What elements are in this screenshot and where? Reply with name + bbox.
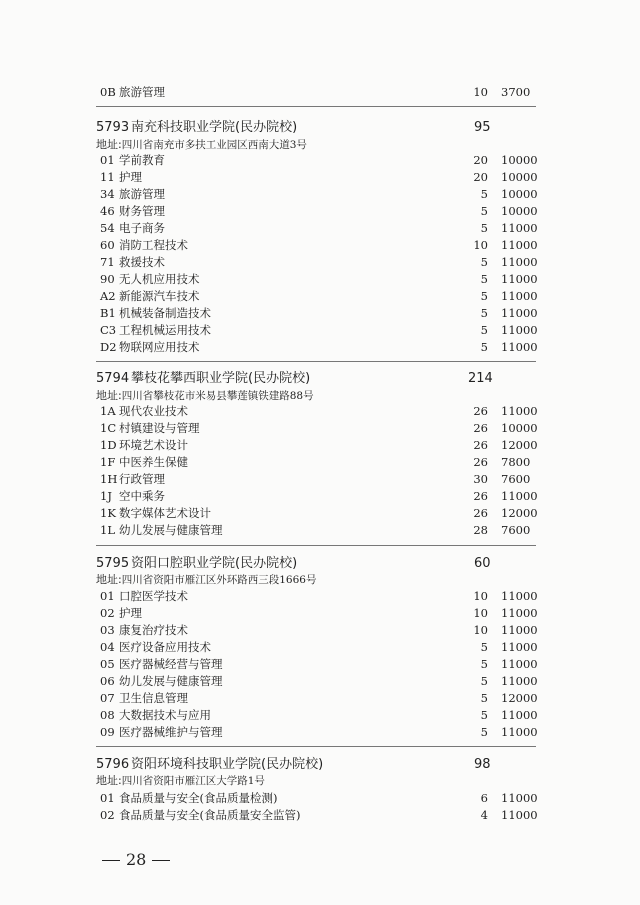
major-name: 食品质量与安全(食品质量安全监管) <box>119 808 301 822</box>
major-plan: 26 <box>473 438 488 452</box>
address-label: 地址: <box>96 389 122 402</box>
major-fee: 10000 <box>501 153 538 167</box>
major-plan: 5 <box>480 323 488 337</box>
major-code: 05 <box>100 657 115 671</box>
major-code: 01 <box>100 589 115 603</box>
dash-left-icon <box>102 860 120 861</box>
major-plan: 26 <box>473 506 488 520</box>
school-name: 资阳口腔职业学院(民办院校) <box>131 556 298 571</box>
major-name: 幼儿发展与健康管理 <box>119 674 223 688</box>
major-name: 大数据技术与应用 <box>119 708 211 722</box>
major-code: 1C <box>100 421 117 435</box>
address-label: 地址: <box>96 573 122 586</box>
major-fee: 7800 <box>501 455 531 469</box>
major-code: 01 <box>100 791 115 805</box>
school-header <box>96 755 556 775</box>
major-plan: 5 <box>480 221 488 235</box>
school-name: 资阳环境科技职业学院(民办院校) <box>131 757 324 772</box>
major-fee: 11000 <box>501 640 538 654</box>
major-plan: 5 <box>480 204 488 218</box>
major-name: 无人机应用技术 <box>119 272 200 286</box>
major-plan: 26 <box>473 455 488 469</box>
major-plan: 5 <box>480 340 488 354</box>
major-fee: 7600 <box>501 472 531 486</box>
major-row <box>100 522 540 539</box>
major-code: 03 <box>100 623 115 637</box>
major-code: 06 <box>100 674 115 688</box>
major-name: 工程机械运用技术 <box>119 323 211 337</box>
major-name: 电子商务 <box>119 221 165 235</box>
major-code: 46 <box>100 204 115 218</box>
major-name: 物联网应用技术 <box>119 340 200 354</box>
major-code: A2 <box>100 289 116 303</box>
page-number <box>96 848 176 872</box>
major-name: 医疗器械维护与管理 <box>119 725 223 739</box>
major-name: 空中乘务 <box>119 489 165 503</box>
address-text: 四川省攀枝花市米易县攀莲镇铁建路88号 <box>121 390 314 402</box>
divider <box>96 746 536 747</box>
major-plan: 10 <box>473 589 488 603</box>
major-name: 食品质量与安全(食品质量检测) <box>119 791 278 805</box>
major-code: 02 <box>100 808 115 822</box>
major-plan: 20 <box>473 153 488 167</box>
major-name: 医疗设备应用技术 <box>119 640 211 654</box>
school-code: 5794 <box>96 371 130 386</box>
major-row <box>100 152 540 169</box>
major-plan: 10 <box>473 85 488 99</box>
major-code: 1H <box>100 472 118 486</box>
major-name: 村镇建设与管理 <box>119 421 200 435</box>
school-code: 5796 <box>96 757 130 772</box>
major-code: 04 <box>100 640 115 654</box>
address-text: 四川省资阳市雁江区大学路1号 <box>121 775 265 787</box>
major-code: 90 <box>100 272 115 286</box>
major-fee: 11000 <box>501 272 538 286</box>
major-row <box>100 673 540 690</box>
major-name: 现代农业技术 <box>119 404 188 418</box>
major-code: C3 <box>100 323 117 337</box>
major-name: 幼儿发展与健康管理 <box>119 523 223 537</box>
major-code: 08 <box>100 708 115 722</box>
major-fee: 12000 <box>501 691 538 705</box>
major-code: 1J <box>100 489 112 503</box>
school-name: 攀枝花攀西职业学院(民办院校) <box>131 371 311 386</box>
major-plan: 5 <box>480 289 488 303</box>
major-fee: 11000 <box>501 489 538 503</box>
page-number-text: 28 <box>126 850 147 869</box>
major-row <box>100 639 540 656</box>
major-row <box>100 588 540 605</box>
major-plan: 5 <box>480 674 488 688</box>
major-plan: 5 <box>480 725 488 739</box>
major-name: 中医养生保健 <box>119 455 188 469</box>
school-header <box>96 554 556 574</box>
major-name: 财务管理 <box>119 204 165 218</box>
school-total: 95 <box>474 120 491 135</box>
major-fee: 11000 <box>501 791 538 805</box>
address-label: 地址: <box>96 774 122 787</box>
major-fee: 11000 <box>501 606 538 620</box>
major-row <box>100 420 540 437</box>
major-fee: 7600 <box>501 523 531 537</box>
school-code: 5793 <box>96 120 130 135</box>
school-total: 60 <box>474 556 491 571</box>
major-fee: 11000 <box>501 674 538 688</box>
major-row <box>100 254 540 271</box>
major-row <box>100 339 540 356</box>
major-row <box>100 656 540 673</box>
major-plan: 30 <box>473 472 488 486</box>
major-row <box>100 288 540 305</box>
major-name: 卫生信息管理 <box>119 691 188 705</box>
divider <box>96 106 536 107</box>
major-code: 02 <box>100 606 115 620</box>
major-row <box>100 505 540 522</box>
major-row <box>100 488 540 505</box>
major-code: 09 <box>100 725 115 739</box>
major-code: B1 <box>100 306 116 320</box>
major-fee: 10000 <box>501 187 538 201</box>
major-row <box>100 220 540 237</box>
major-code: 01 <box>100 153 115 167</box>
major-row <box>100 605 540 622</box>
major-fee: 12000 <box>501 438 538 452</box>
major-name: 口腔医学技术 <box>119 589 188 603</box>
major-fee: 11000 <box>501 808 538 822</box>
major-fee: 11000 <box>501 255 538 269</box>
major-row <box>100 186 540 203</box>
major-code: 1F <box>100 455 116 469</box>
major-plan: 5 <box>480 187 488 201</box>
major-row <box>100 622 540 639</box>
major-name: 行政管理 <box>119 472 165 486</box>
major-name: 消防工程技术 <box>119 238 188 252</box>
school-total: 98 <box>474 757 491 772</box>
major-plan: 5 <box>480 691 488 705</box>
major-name: 机械装备制造技术 <box>119 306 211 320</box>
major-fee: 10000 <box>501 204 538 218</box>
major-plan: 26 <box>473 489 488 503</box>
major-code: 1A <box>100 404 116 418</box>
major-code: 0B <box>100 85 116 99</box>
major-row <box>100 707 540 724</box>
major-plan: 5 <box>480 640 488 654</box>
major-row <box>100 454 540 471</box>
major-row <box>100 203 540 220</box>
major-code: 07 <box>100 691 115 705</box>
dash-right-icon <box>152 860 170 861</box>
major-fee: 11000 <box>501 238 538 252</box>
school-address <box>96 388 536 404</box>
major-plan: 28 <box>473 523 488 537</box>
major-name: 旅游管理 <box>119 187 165 201</box>
major-code: 54 <box>100 221 115 235</box>
address-text: 四川省南充市多扶工业园区西南大道3号 <box>121 139 307 151</box>
major-fee: 11000 <box>501 623 538 637</box>
school-code: 5795 <box>96 556 130 571</box>
major-plan: 26 <box>473 404 488 418</box>
major-fee: 11000 <box>501 708 538 722</box>
major-code: 11 <box>100 170 115 184</box>
major-code: 1L <box>100 523 115 537</box>
major-plan: 5 <box>480 657 488 671</box>
major-plan: 10 <box>473 238 488 252</box>
major-name: 旅游管理 <box>119 85 165 99</box>
major-name: 护理 <box>119 170 142 184</box>
major-row <box>100 724 540 741</box>
major-plan: 10 <box>473 623 488 637</box>
address-label: 地址: <box>96 138 122 151</box>
major-fee: 12000 <box>501 506 538 520</box>
school-header <box>96 118 556 138</box>
major-fee: 11000 <box>501 323 538 337</box>
major-code: 60 <box>100 238 115 252</box>
major-fee: 3700 <box>501 85 531 99</box>
major-fee: 11000 <box>501 725 538 739</box>
divider <box>96 361 536 362</box>
major-fee: 11000 <box>501 589 538 603</box>
major-name: 救援技术 <box>119 255 165 269</box>
major-row <box>100 322 540 339</box>
major-row <box>100 471 540 488</box>
major-fee: 11000 <box>501 657 538 671</box>
major-plan: 5 <box>480 708 488 722</box>
school-total: 214 <box>468 371 493 386</box>
major-row <box>100 807 540 824</box>
major-row <box>100 403 540 420</box>
major-code: 71 <box>100 255 115 269</box>
major-name: 新能源汽车技术 <box>119 289 200 303</box>
major-plan: 20 <box>473 170 488 184</box>
major-name: 医疗器械经营与管理 <box>119 657 223 671</box>
major-plan: 5 <box>480 272 488 286</box>
major-fee: 10000 <box>501 421 538 435</box>
major-fee: 11000 <box>501 306 538 320</box>
school-name: 南充科技职业学院(民办院校) <box>131 120 298 135</box>
major-code: 1D <box>100 438 117 452</box>
major-code: 34 <box>100 187 115 201</box>
major-row <box>100 305 540 322</box>
major-row <box>100 690 540 707</box>
major-plan: 26 <box>473 421 488 435</box>
major-name: 数字媒体艺术设计 <box>119 506 211 520</box>
divider <box>96 545 536 546</box>
major-name: 环境艺术设计 <box>119 438 188 452</box>
major-fee: 11000 <box>501 340 538 354</box>
major-row <box>100 84 540 101</box>
major-code: D2 <box>100 340 117 354</box>
major-row <box>100 237 540 254</box>
major-row <box>100 169 540 186</box>
major-fee: 11000 <box>501 221 538 235</box>
major-fee: 11000 <box>501 404 538 418</box>
major-fee: 10000 <box>501 170 538 184</box>
address-text: 四川省资阳市雁江区外环路西三段1666号 <box>121 574 317 586</box>
major-name: 学前教育 <box>119 153 165 167</box>
major-code: 1K <box>100 506 116 520</box>
major-plan: 6 <box>480 791 488 805</box>
major-plan: 5 <box>480 306 488 320</box>
major-plan: 5 <box>480 255 488 269</box>
major-row <box>100 271 540 288</box>
major-name: 康复治疗技术 <box>119 623 188 637</box>
major-row <box>100 790 540 807</box>
school-address <box>96 572 536 588</box>
major-fee: 11000 <box>501 289 538 303</box>
school-address <box>96 773 536 789</box>
major-row <box>100 437 540 454</box>
major-plan: 4 <box>480 808 488 822</box>
major-plan: 10 <box>473 606 488 620</box>
school-address <box>96 137 536 153</box>
major-name: 护理 <box>119 606 142 620</box>
school-header <box>96 369 556 389</box>
